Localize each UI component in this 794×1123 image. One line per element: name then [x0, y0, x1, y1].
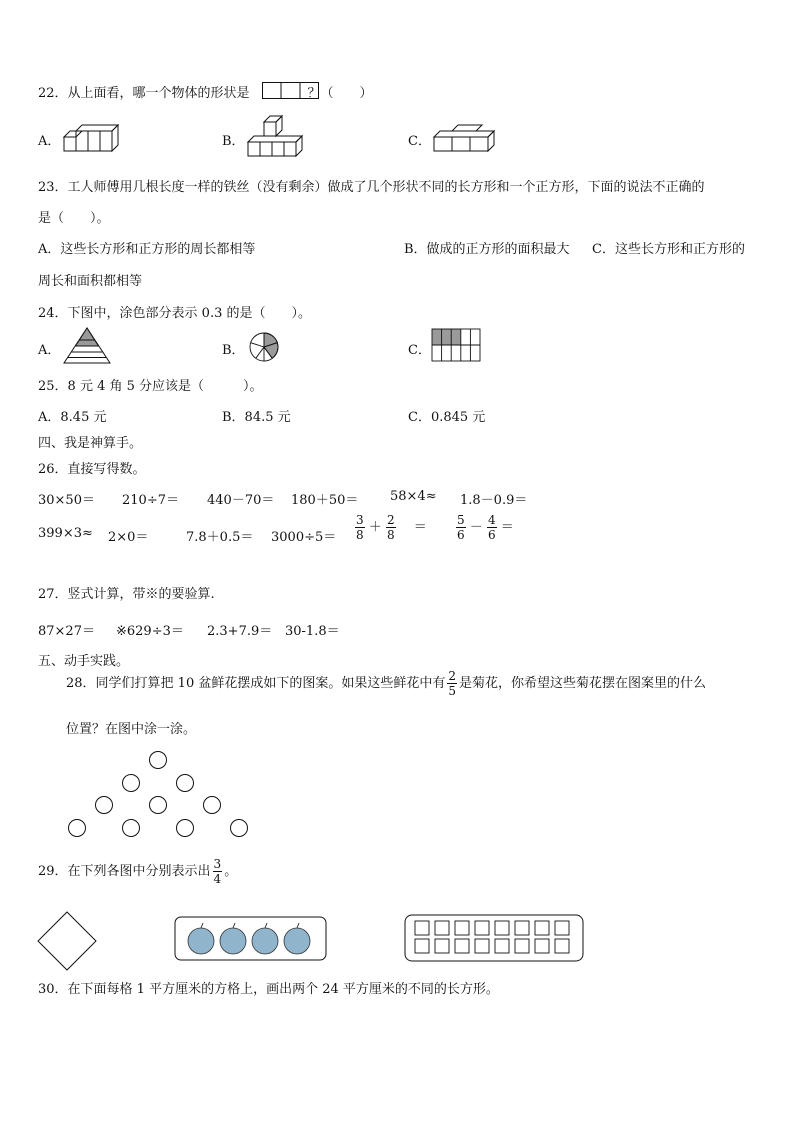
q22-option-a[interactable]: A． [38, 134, 61, 149]
q26-fraction-sum: $\frac{3}{8}$ ＋ $\frac{2}{8}$ ＝ [356, 513, 427, 542]
q26-item: 210÷7＝ [122, 493, 179, 508]
q26-item: 3000÷5＝ [271, 530, 337, 545]
q27-item: 2.3+7.9＝ [207, 624, 273, 639]
q24-option-b-circle [245, 332, 283, 362]
q27-item: ※629÷3＝ [116, 624, 184, 639]
q25-option-c[interactable]: C．0.845 元 [408, 410, 486, 425]
q24-option-a[interactable]: A． [38, 343, 61, 358]
q26-item: 58×4≈ [390, 489, 437, 504]
q22-option-a-figure [62, 119, 124, 155]
q27-item: 30-1.8＝ [285, 624, 340, 639]
q25-option-b[interactable]: B．84.5 元 [222, 410, 291, 425]
q22-option-c[interactable]: C． [408, 134, 431, 149]
q24-option-c[interactable]: C． [408, 343, 431, 358]
q22-option-b[interactable]: B． [222, 134, 245, 149]
q22-stem: 22．从上面看，哪一个物体的形状是 ？（ ） [38, 86, 373, 101]
q24-option-c-grid [431, 328, 485, 364]
q22-option-c-figure [432, 119, 498, 155]
q22-option-b-figure [246, 116, 308, 158]
q28-flower-pattern[interactable] [60, 748, 260, 840]
q23-option-c-cont: 周长和面积都相等 [38, 274, 143, 289]
section-4-heading: 四、我是神算手。 [38, 436, 143, 451]
q29-diamond[interactable] [36, 910, 98, 972]
section-5-heading: 五、动手实践。 [38, 654, 130, 669]
q23-option-b[interactable]: B．做成的正方形的面积最大 [404, 242, 570, 257]
q22-target-shape [262, 82, 320, 100]
q29-apple-box[interactable] [174, 916, 328, 962]
q26-item: 7.8＋0.5＝ [186, 530, 254, 545]
q28-stem-line2: 位置？在图中涂一涂。 [66, 722, 197, 737]
q24-option-b[interactable]: B． [222, 343, 245, 358]
q28-stem-line1: 28．同学们打算把 10 盆鲜花摆成如下的图案。如果这些鲜花中有 $\frac{2}{5}$ 是菊花，你希望这些菊花摆在图案里的什么 [66, 669, 707, 698]
q27-item: 87×27＝ [38, 624, 95, 639]
q29-square-box[interactable] [404, 914, 586, 964]
q25-option-a[interactable]: A．8.45 元 [38, 410, 107, 425]
q25-stem: 25．8 元 4 角 5 分应该是（ ）。 [38, 379, 263, 394]
q24-stem: 24．下图中，涂色部分表示 0.3 的是（ ）。 [38, 306, 311, 321]
q23-stem-line1: 23．工人师傅用几根长度一样的铁丝（没有剩余）做成了几个形状不同的长方形和一个正方形，下面的说法不正确的 [38, 180, 705, 195]
q23-option-a[interactable]: A．这些长方形和正方形的周长都相等 [38, 242, 256, 257]
q24-option-a-triangle [60, 326, 114, 366]
q26-fraction-diff: $\frac{5}{6}$ － $\frac{4}{6}$ ＝ [457, 513, 514, 542]
q26-item: 440－70＝ [207, 493, 275, 508]
q23-option-c[interactable]: C．这些长方形和正方形的 [592, 242, 745, 257]
q26-item: 399×3≈ [38, 526, 93, 541]
q23-stem-line2: 是（ ）。 [38, 211, 110, 226]
q26-title: 26．直接写得数。 [38, 462, 146, 477]
q26-item: 30×50＝ [38, 493, 95, 508]
q27-title: 27．竖式计算，带※的要验算. [38, 587, 215, 602]
q26-item: 2×0＝ [108, 530, 149, 545]
q29-stem: 29．在下列各图中分别表示出 $\frac{3}{4}$ 。 [38, 857, 238, 886]
q26-item: 180＋50＝ [291, 493, 359, 508]
q26-item: 1.8－0.9＝ [460, 493, 528, 508]
q30-stem: 30．在下面每格 1 平方厘米的方格上，画出两个 24 平方厘米的不同的长方形。 [38, 982, 499, 997]
